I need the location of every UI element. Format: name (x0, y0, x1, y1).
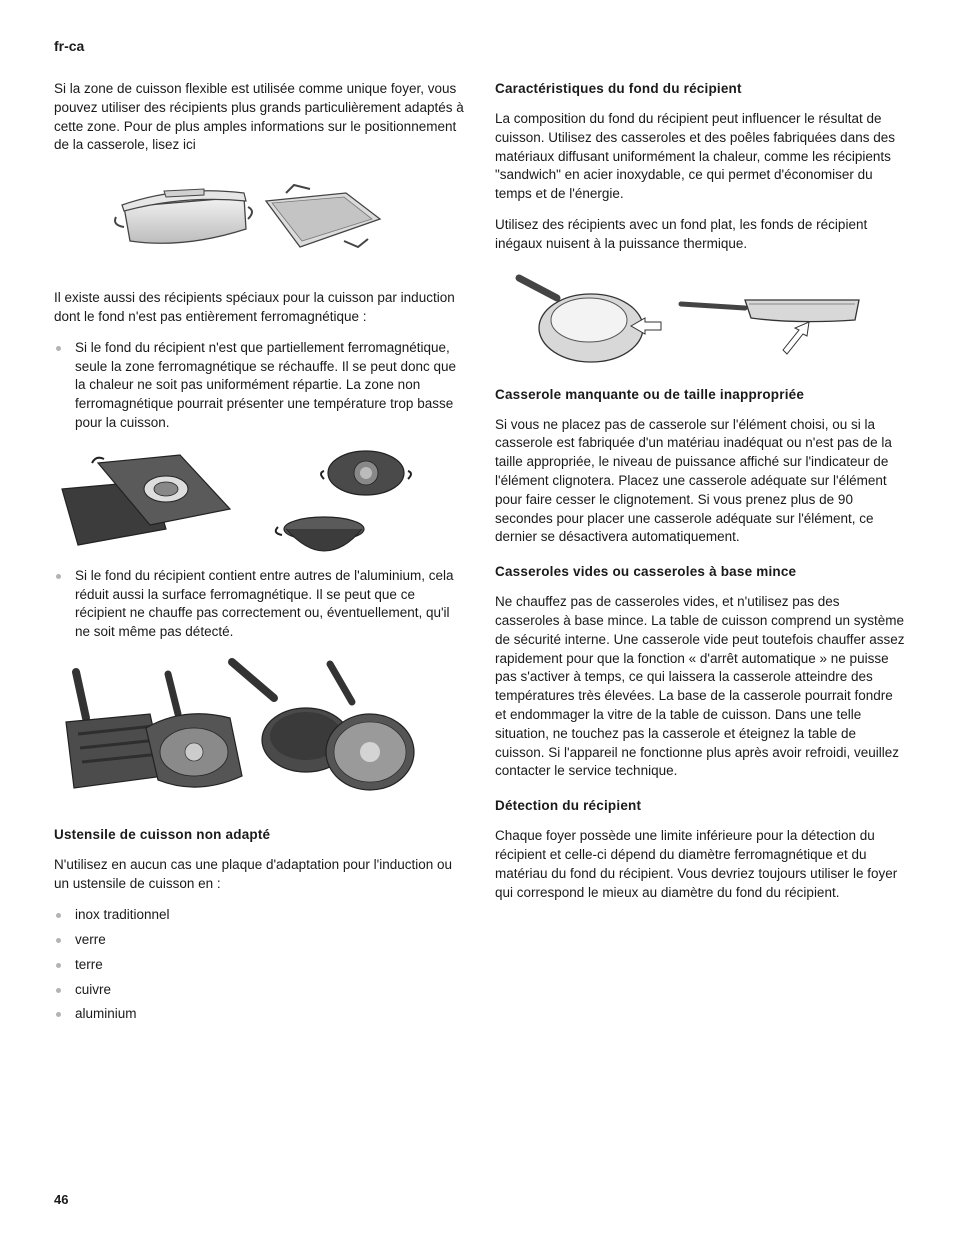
frying-pan-bottom-icon (326, 664, 414, 790)
pan-bottom-paragraph-1: La composition du fond du récipient peut influencer le résultat de cuisson. Utilisez des casseroles et des poêles fabriquées dans des matériaux diffusant uniformément la chaleur, comme les récipients "sandwich" en acier inoxydable, ce qui permet d'économiser du temps et de l'énergie. (495, 111, 895, 202)
pan-detection-paragraph: Chaque foyer possède une limite inférieure pour la détection du récipient et celle-ci dépend du diamètre ferromagnétique et du matériau du fond du récipient. Vous devriez toujours utiliser le foyer qui correspond le mieux au diamètre du fond du récipient. (495, 828, 898, 900)
intro-paragraph: Si la zone de cuisson flexible est utilisée comme unique foyer, vous pouvez utiliser des récipients plus grands particulièrement adaptés à cette zone. Pour de plus amples informations sur le positionnement de la casserole, lisez ici (54, 81, 464, 153)
arrow-icon (783, 322, 809, 354)
aluminium-bottom-bullet: Si le fond du récipient contient entre autres de l'aluminium, cela réduit aussi la surface ferromagnétique. Il se peut que ce récipient ne chauffe pas correctement ou, éventuellement, qu'il ne soit même pas détecté. (54, 567, 464, 642)
uneven-bottom-pans-illustration (495, 270, 905, 370)
side-view-pan-icon (681, 300, 859, 322)
grill-and-frying-pans-illustration (54, 656, 464, 806)
pan-detection-heading: Détection du récipient (495, 798, 642, 814)
griddle-plates-icon (62, 455, 230, 545)
flat-roasting-pan-icon (266, 185, 380, 247)
empty-pans-heading: Casseroles vides ou casseroles à base mince (495, 564, 797, 580)
page-number: 46 (54, 1192, 69, 1207)
tilted-pan-icon (519, 278, 643, 362)
unsuitable-cookware-paragraph: N'utilisez en aucun cas une plaque d'adaptation pour l'induction ou un ustensile de cuisson en : (54, 856, 453, 891)
pan-bottom-heading: Caractéristiques du fond du récipient (495, 81, 742, 96)
left-column (54, 80, 464, 1030)
pan-bottom-paragraph-2: Utilisez des récipients avec un fond plat, les fonds de récipient inégaux nuisent à la puissance thermique. (495, 216, 868, 251)
material-item: aluminium (54, 1005, 464, 1024)
grill-pan-bottom-icon (146, 674, 242, 787)
missing-pan-paragraph: Si vous ne placez pas de casserole sur l'élément choisi, ou si la casserole est fabriquée d'un matériau inadéquat ou n'est pas de la taille appropriée, le niveau de puissance affiché sur l'indicateur de l'élément clignotera. Placez une casserole adéquate sur l'élément pour faire cesser le clignotement. Si vous prenez plus de 90 secondes pour placer une casserole adéquate sur l'élément, ce dernier se désactivera automatiquement. (495, 416, 892, 545)
empty-pans-paragraph: Ne chauffez pas de casseroles vides, et n'utilisez pas des casseroles à base mince. La table de cuisson comprend un système de sécurité interne. Une casserole vide peut toutefois chauffer assez rapidement pour que la fonction « d'arrêt automatique » ne puisse pas s'activer à temps, ce qui laissera la casserole atteindre des températures très élevées. La base de la casserole pourrait fondre et endommager la vitre de la table de cuisson. Dans une telle situation, ne touchez pas la casserole et éteignez la table de cuisson. Si l'appareil ne fonctionne plus après avoir refroidi, veuillez contacter le service technique. (495, 594, 905, 779)
material-item: inox traditionnel (54, 906, 464, 925)
paella-pans-icon (276, 451, 411, 551)
right-column (495, 80, 905, 902)
material-item: verre (54, 931, 464, 950)
material-item: terre (54, 956, 464, 975)
partial-ferromagnetic-bullet: Si le fond du récipient n'est que partiellement ferromagnétique, seule la zone ferromagnétique se réchauffe. Il se peut donc que la chaleur ne soit pas uniformément répartie. La zone non ferromagnétique pourrait présenter une température trop basse pour la cuisson. (54, 339, 464, 433)
special-vessels-paragraph: Il existe aussi des récipients spéciaux pour la cuisson par induction dont le fond n'est pas entièrement ferromagnétique : (54, 290, 455, 324)
unsuitable-cookware-heading: Ustensile de cuisson non adapté (54, 826, 271, 842)
roaster-with-lid-icon (115, 189, 252, 243)
roaster-pans-illustration (54, 177, 464, 267)
griddle-and-paella-illustration (54, 447, 464, 557)
language-code: fr-ca (54, 38, 85, 54)
missing-pan-heading: Casserole manquante ou de taille inappropriée (495, 386, 805, 402)
material-item: cuivre (54, 981, 464, 1000)
